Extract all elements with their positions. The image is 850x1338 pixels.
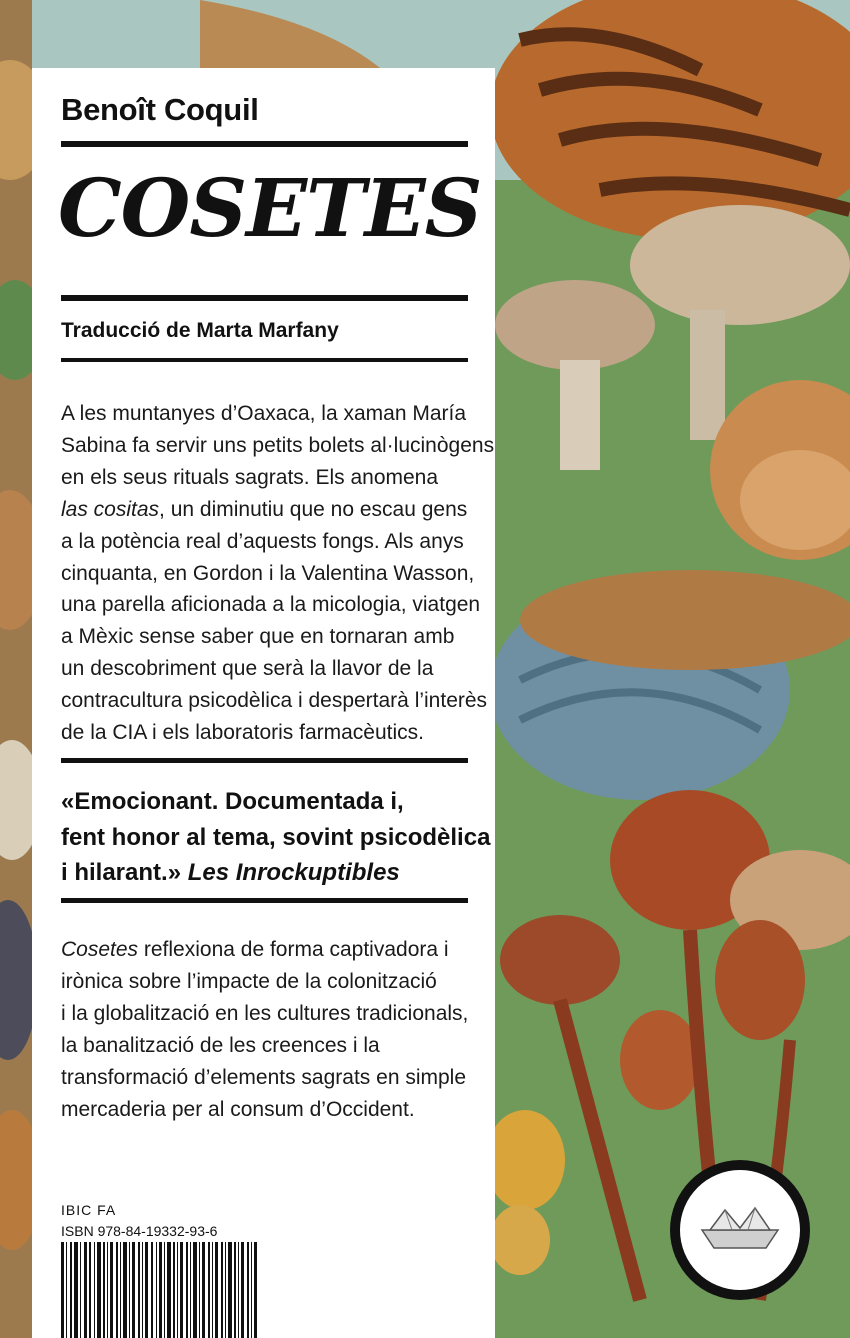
blurb-line: a la potència real d’aquests fongs. Als anys: [61, 529, 464, 553]
blurb-line: un descobriment que serà la llavor de la: [61, 657, 434, 681]
blurb-line: a Mèxic sense saber que en tornaran amb: [61, 625, 455, 649]
blurb-line: en els seus rituals sagrats. Els anomena: [61, 465, 439, 489]
summary-line: transformació d’elements sagrats en simple: [61, 1065, 467, 1089]
summary-line: Cosetes reflexiona de forma captivadora i: [61, 938, 449, 961]
logo-inner: [680, 1170, 800, 1290]
quote-line: i hilarant.» Les Inrockuptibles: [61, 859, 400, 886]
blurb-line: las cositas, un diminutiu que no escau gens: [61, 497, 468, 521]
translator-credit: Traducció de Marta Marfany: [61, 319, 339, 342]
barcode: [61, 1242, 257, 1338]
divider: [61, 358, 468, 362]
italic-title: Cosetes: [61, 938, 139, 961]
summary-line: mercaderia per al consum d’Occident.: [61, 1097, 415, 1121]
divider: [61, 141, 468, 147]
paper-boat-logo-icon: [680, 1170, 800, 1290]
blurb-line: una parella aficionada a la micologia, viatgen: [61, 593, 481, 617]
ibic-code: IBIC FA: [61, 1202, 117, 1218]
summary: [61, 934, 481, 1125]
blurb-line: A les muntanyes d’Oaxaca, la xaman María: [61, 402, 467, 425]
divider: [61, 898, 468, 903]
quote-source: Les Inrockuptibles: [187, 859, 400, 886]
text-panel: [32, 68, 495, 1338]
quote-line: fent honor al tema, sovint psicodèlica: [61, 823, 491, 851]
publisher-logo: [670, 1160, 810, 1300]
divider: [61, 758, 468, 763]
blurb-line: cinquanta, en Gordon i la Valentina Wasson,: [61, 561, 475, 585]
blurb-line: Sabina fa servir uns petits bolets al·lucinògens: [61, 433, 495, 457]
quote-line: «Emocionant. Documentada i,: [61, 788, 404, 815]
summary-line: i la globalització en les cultures tradicionals,: [61, 1001, 469, 1025]
blurb: [61, 398, 495, 749]
blurb-line: contracultura psicodèlica i despertarà l’interès: [61, 689, 488, 713]
author-name: Benoît Coquil: [61, 92, 259, 127]
summary-line: la banalització de les creences i la: [61, 1033, 380, 1057]
divider: [61, 295, 468, 301]
press-quote: [61, 784, 491, 891]
italic-term: las cositas: [61, 497, 160, 521]
blurb-line: de la CIA i els laboratoris farmacèutics.: [61, 721, 424, 745]
summary-line: irònica sobre l’impacte de la colonització: [61, 969, 437, 993]
book-title: COSETES: [58, 161, 482, 255]
isbn: ISBN 978-84-19332-93-6: [61, 1223, 218, 1239]
